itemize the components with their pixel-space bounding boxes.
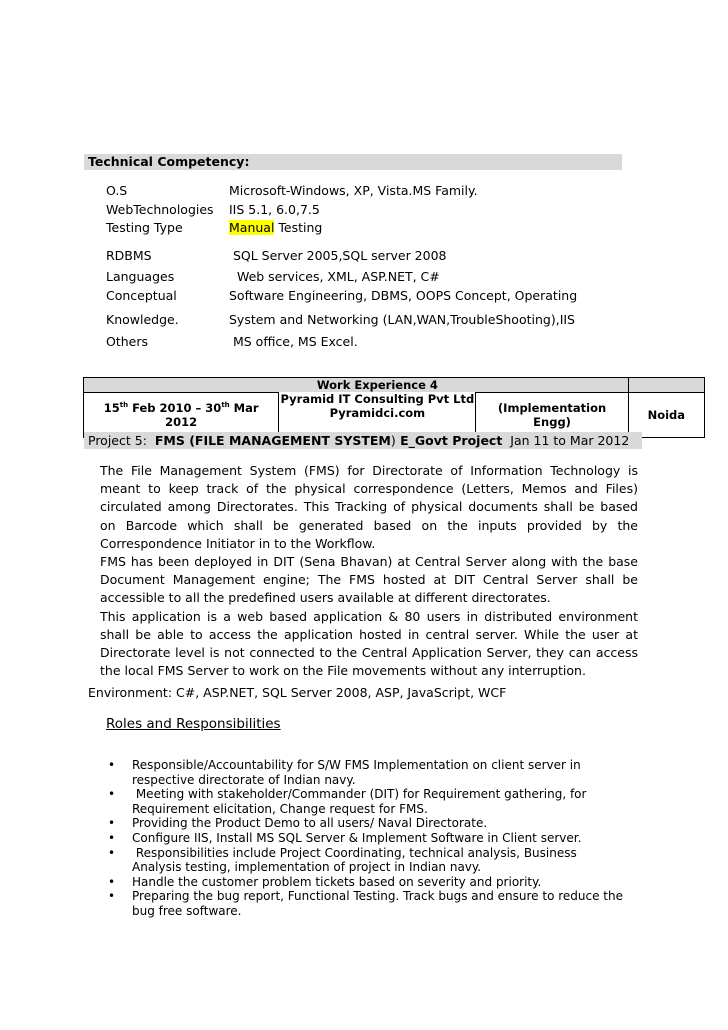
work-experience-role <box>476 392 628 437</box>
list-item <box>108 889 628 918</box>
work-experience-dates <box>84 392 279 437</box>
highlight-manual: Manual <box>229 220 275 235</box>
company-name: Pyramid IT Consulting Pvt Ltd <box>280 392 475 406</box>
competency-label-conceptual: Conceptual <box>106 288 177 303</box>
project-name: FMS (FILE MANAGEMENT SYSTEM <box>154 433 391 448</box>
competency-label-languages: Languages <box>106 269 175 284</box>
work-experience-location <box>628 392 704 437</box>
bullet-icon: • <box>108 787 116 802</box>
roles-heading: Roles and Responsibilities <box>106 716 281 732</box>
dates-sup-end: th <box>221 400 230 409</box>
list-item-text: Configure IIS, Install MS SQL Server & Implement Software in Client server. <box>132 830 582 845</box>
project-environment: Environment: C#, ASP.NET, SQL Server 2008, ASP, JavaScript, WCF <box>88 685 507 700</box>
dates-year: 2012 <box>165 414 198 429</box>
technical-competency-heading: Technical Competency: <box>84 154 622 170</box>
list-item-text: Responsibilities include Project Coordinating, technical analysis, Business Analysis testing, implementation of project in Indian navy. <box>132 845 581 875</box>
work-experience-table <box>83 377 705 438</box>
project-govt: E_Govt Project <box>395 433 503 448</box>
competency-value-testing-type <box>229 220 322 235</box>
responsibilities-list <box>108 758 628 919</box>
competency-value-os: Microsoft-Windows, XP, Vista.MS Family. <box>229 183 478 198</box>
list-item <box>108 787 628 816</box>
competency-value-webtech: IIS 5.1, 6.0,7.5 <box>229 202 320 217</box>
description-paragraph: This application is a web based application & 80 users in distributed environment shall be able to access the application hosted in central server. While the user at Directorate level is not connected to the Central Application Server, they can access the local FMS Server to work on the File movements without any interruption. <box>100 608 638 679</box>
competency-label-webtech: WebTechnologies <box>106 202 214 217</box>
project-title-bar <box>84 432 642 449</box>
bullet-icon: • <box>108 758 116 772</box>
bullet-icon: • <box>108 816 116 831</box>
list-item <box>108 831 628 846</box>
dates-day-start: 15 <box>103 400 120 415</box>
project-description <box>100 462 638 680</box>
company-website: Pyramidci.com <box>329 406 426 420</box>
list-item <box>108 875 628 890</box>
list-item <box>108 846 628 875</box>
dates-mid: Feb 2010 – 30 <box>128 400 222 415</box>
bullet-icon: • <box>108 845 116 860</box>
list-item-text: Handle the customer problem tickets based on severity and priority. <box>132 874 542 889</box>
work-experience-company <box>279 392 476 437</box>
location-text: Noida <box>647 407 686 422</box>
bullet-icon: • <box>108 889 116 904</box>
competency-label-others: Others <box>106 334 149 349</box>
competency-label-knowledge: Knowledge. <box>106 312 179 327</box>
work-experience-title-text: Work Experience 4 <box>316 378 438 392</box>
competency-label-rdbms: RDBMS <box>106 248 152 263</box>
competency-value-conceptual: Software Engineering, DBMS, OOPS Concept, Operating <box>229 288 578 303</box>
testing-type-rest: Testing <box>274 220 323 235</box>
competency-value-rdbms: SQL Server 2005,SQL server 2008 <box>229 248 447 263</box>
dates-end: Mar <box>229 400 259 415</box>
bullet-icon: • <box>108 830 116 845</box>
bullet-icon: • <box>108 874 116 889</box>
list-item-text: Meeting with stakeholder/Commander (DIT) for Requirement gathering, for Requirement elicitation, Change request for FMS. <box>132 787 591 816</box>
project-dates: Jan 11 to Mar 2012 <box>502 433 630 448</box>
description-paragraph: The File Management System (FMS) for Directorate of Information Technology is meant to keep track of the physical correspondence (Letters, Memos and Files) circulated among Directorates. This Tracking of physical documents shall be based on Barcode which shall be generated based on the inputs provided by the Correspondence Initiator in to the Workflow. <box>100 463 638 551</box>
project-paren: ) <box>390 433 396 448</box>
competency-label-os: O.S <box>106 183 128 198</box>
competency-value-knowledge: System and Networking (LAN,WAN,TroubleShooting),IIS <box>229 312 575 327</box>
role-line1: (Implementation <box>497 400 607 415</box>
role-line2: Engg) <box>533 414 571 429</box>
competency-value-others: MS office, MS Excel. <box>229 334 358 349</box>
competency-label-testing-type: Testing Type <box>106 220 183 235</box>
list-item-text: Providing the Product Demo to all users/ Naval Directorate. <box>132 816 488 831</box>
description-paragraph: FMS has been deployed in DIT (Sena Bhavan) at Central Server along with the base Document Management engine; The FMS hosted at DIT Central Server shall be accessible to all the predefined users available at different directorates. <box>100 554 638 606</box>
competency-value-languages: Web services, XML, ASP.NET, C# <box>229 269 440 284</box>
list-item <box>108 816 628 831</box>
project-prefix: Project 5: <box>88 433 155 448</box>
list-item <box>108 758 628 787</box>
work-experience-title <box>279 378 476 393</box>
list-item-text: Preparing the bug report, Functional Testing. Track bugs and ensure to reduce the bug free software. <box>132 889 624 918</box>
dates-sup-start: th <box>119 400 129 409</box>
list-item-text: Responsible/Accountability for S/W FMS Implementation on client server in respective directorate of Indian navy. <box>132 758 581 787</box>
